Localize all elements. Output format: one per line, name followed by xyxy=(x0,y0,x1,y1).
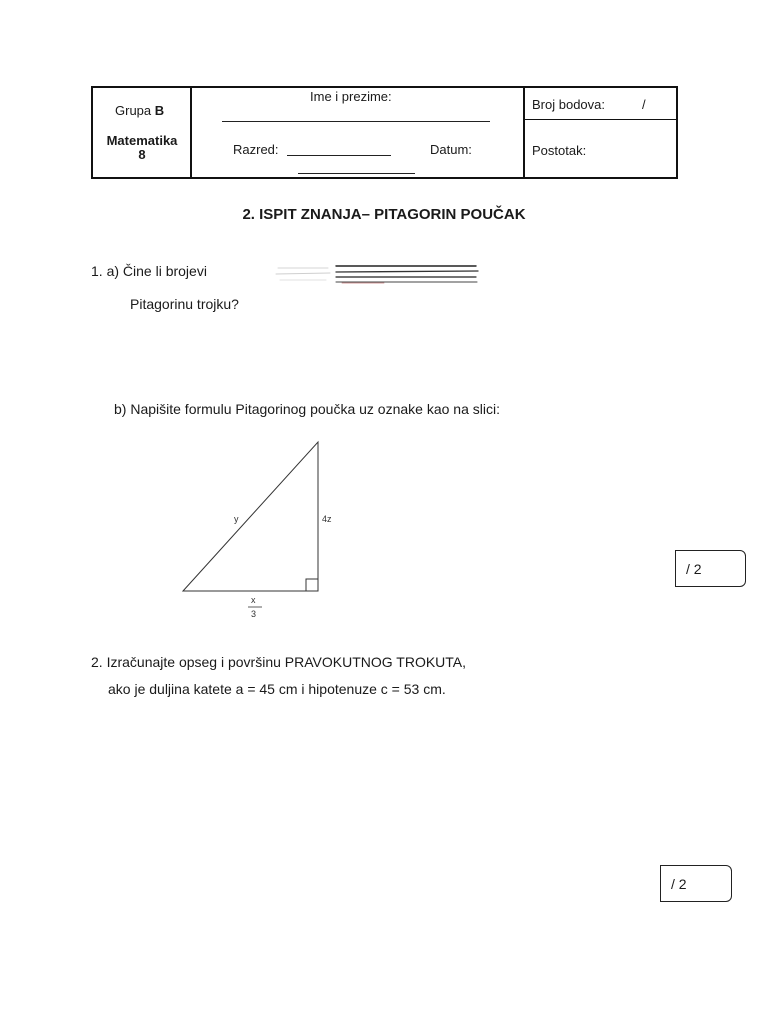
header-score-cell xyxy=(523,88,678,177)
date-line[interactable] xyxy=(298,173,415,174)
q1-score-box[interactable] xyxy=(675,550,746,587)
base-denominator: 3 xyxy=(251,609,257,619)
q2-line2: ako je duljina katete a = 45 cm i hipotenuze c = 53 cm. xyxy=(108,681,446,697)
q1a-line2: Pitagorinu trojku? xyxy=(130,296,239,312)
subject-line2: 8 xyxy=(138,147,146,162)
double-border xyxy=(676,88,677,177)
base-numerator: x xyxy=(251,595,256,605)
right-angle-marker xyxy=(306,579,318,591)
points-slash: / xyxy=(642,97,646,112)
percent-label: Postotak: xyxy=(532,143,587,158)
page-title: 2. ISPIT ZNANJA– PITAGORIN POUČAK xyxy=(242,206,526,223)
header-middle-cell xyxy=(190,88,523,177)
right-triangle xyxy=(183,442,318,591)
subject-line1: Matematika xyxy=(106,133,178,148)
group-text: Grupa xyxy=(115,103,155,118)
side-label: 4z xyxy=(322,514,332,524)
group-value: B xyxy=(154,103,165,118)
redacted-numbers xyxy=(272,262,482,286)
q2-line1: 2. Izračunajte opseg i površinu PRAVOKUTNOG TROKUTA, xyxy=(91,654,467,670)
q2-score-text: / 2 xyxy=(671,876,687,892)
hyp-label: y xyxy=(234,514,239,524)
group-label xyxy=(115,103,164,118)
header-group-cell xyxy=(93,88,192,177)
points-label: Broj bodova: xyxy=(532,97,605,112)
class-line[interactable] xyxy=(287,155,391,156)
q1-score-text: / 2 xyxy=(686,561,702,577)
header-table xyxy=(91,86,678,179)
score-divider xyxy=(525,119,678,120)
name-line[interactable] xyxy=(222,121,490,122)
triangle-figure xyxy=(170,435,340,625)
blurred-strokes xyxy=(276,266,478,283)
subject-label xyxy=(101,134,183,162)
date-label: Datum: xyxy=(430,142,472,157)
name-label: Ime i prezime: xyxy=(310,89,392,104)
q1a-line1: 1. a) Čine li brojevi xyxy=(91,263,207,279)
q2-score-box[interactable] xyxy=(660,865,732,902)
class-label: Razred: xyxy=(233,142,279,157)
q1b-text: b) Napišite formulu Pitagorinog poučka uz oznake kao na slici: xyxy=(114,401,500,417)
